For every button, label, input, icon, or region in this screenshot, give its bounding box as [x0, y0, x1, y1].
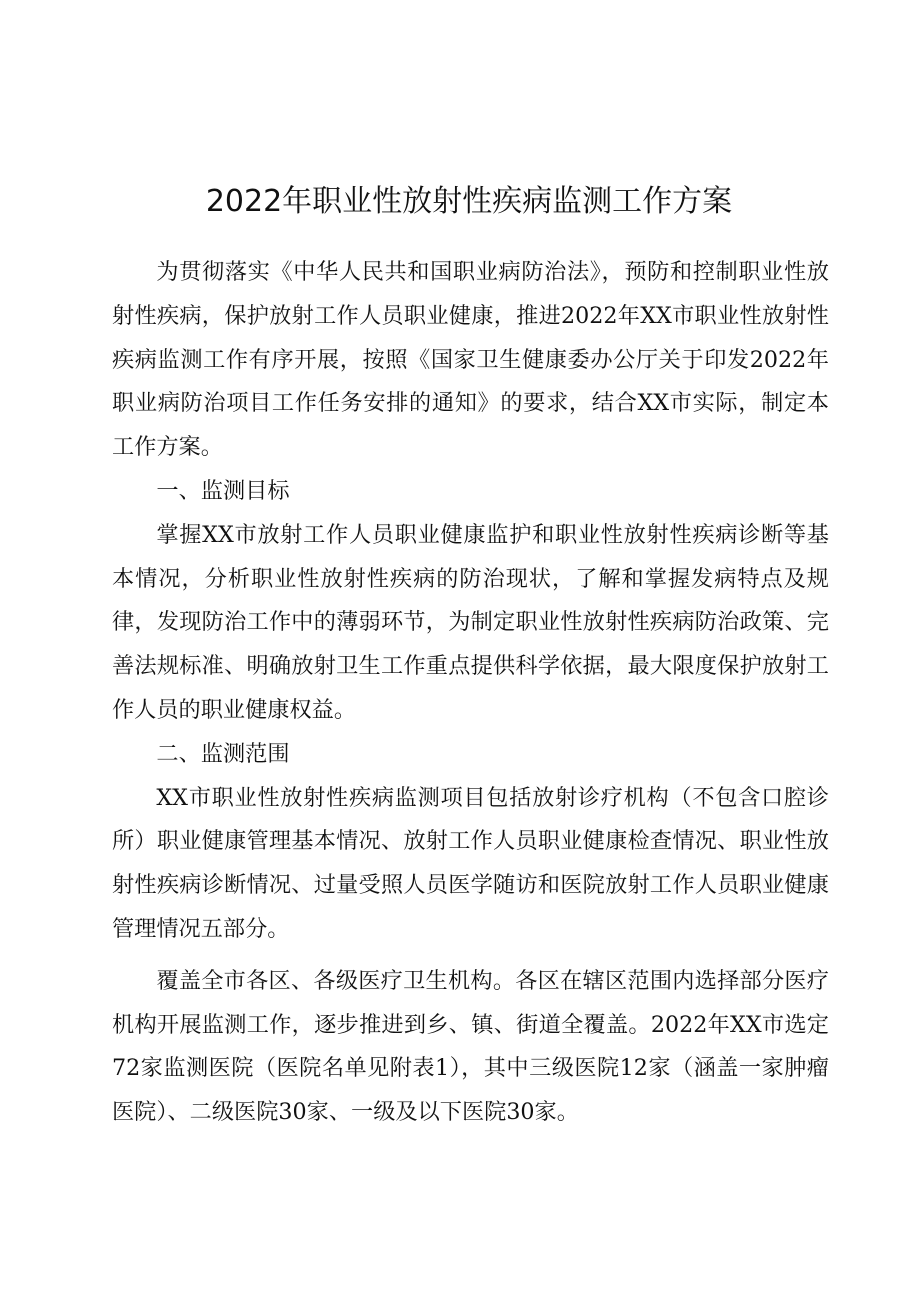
section-2-heading: 二、监测范围 — [156, 740, 290, 767]
section-2-paragraph-1: XX市职业性放射性疾病监测项目包括放射诊疗机构（不包含口腔诊所）职业健康管理基本情况、放射工作人员职业健康检查情况、职业性放射性疾病诊断情况、过量受照人员医学随访和医院放射工作人员职业健康管理情况五部分。 — [112, 784, 829, 942]
paragraph-spacer — [112, 952, 829, 960]
section-1-paragraph: 掌握XX市放射工作人员职业健康监护和职业性放射性疾病诊断等基本情况，分析职业性放射性疾病的防治现状，了解和掌握发病特点及规律，发现防治工作中的薄弱环节，为制定职业性放射性疾病防治政策、完善法规标准、明确放射卫生工作重点提供科学依据，最大限度保护放射工作人员的职业健康权益。 — [112, 521, 829, 723]
section-1-heading: 一、监测目标 — [156, 477, 290, 504]
section-2-paragraph-2: 覆盖全市各区、各级医疗卫生机构。各区在辖区范围内选择部分医疗机构开展监测工作，逐步推进到乡、镇、街道全覆盖。2022年XX市选定72家监测医院（医院名单见附表1），其中三级医院12家（涵盖一家肿瘤医院）、二级医院30家、一级及以下医院30家。 — [112, 967, 829, 1126]
document-title: 2022年职业性放射性疾病监测工作方案 — [205, 184, 733, 219]
document-body — [112, 251, 829, 1135]
intro-paragraph: 为贯彻落实《中华人民共和国职业病防治法》，预防和控制职业性放射性疾病，保护放射工作人员职业健康，推进2022年XX市职业性放射性疾病监测工作有序开展，按照《国家卫生健康委办公厅关于印发2022年职业病防治项目工作任务安排的通知》的要求，结合XX市实际，制定本工作方案。 — [112, 259, 829, 461]
